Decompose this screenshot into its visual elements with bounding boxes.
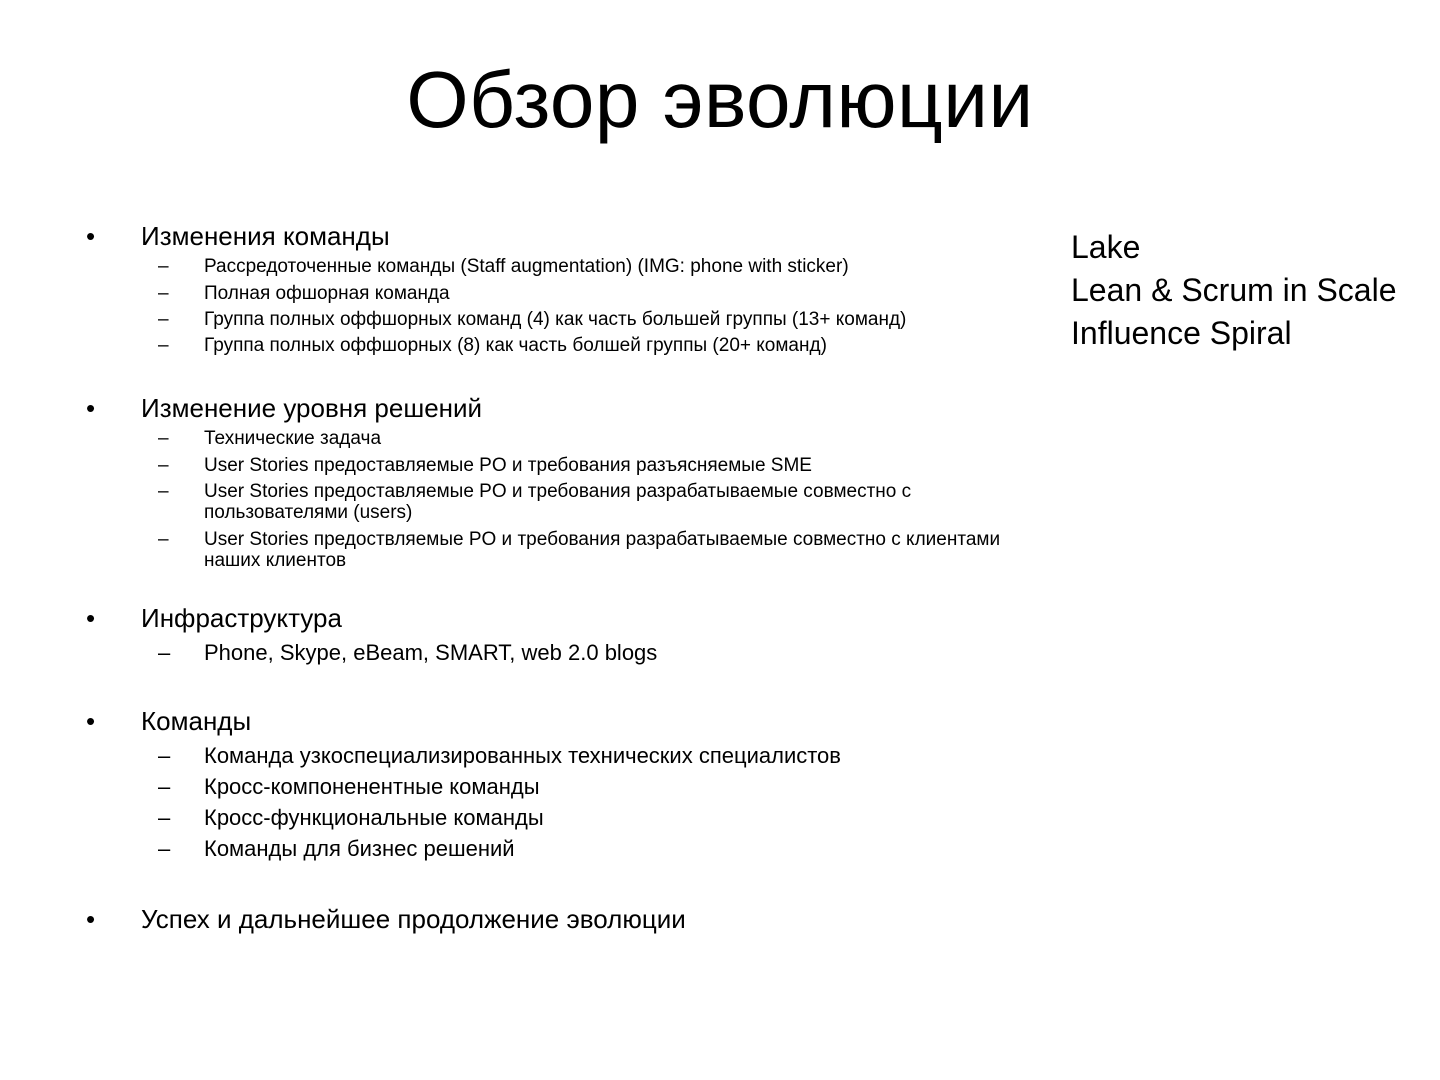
list-item-text: User Stories предоствляемые PO и требования разрабатываемые совместно с клиентами наших клиентов [204, 529, 1001, 571]
slide-title: Обзор эволюции [406, 55, 1034, 144]
dash-marker: – [158, 335, 169, 356]
list-item-text: Кросс-компоненентные команды [204, 774, 540, 799]
section-heading: Инфраструктура [141, 603, 342, 633]
bullet-marker: • [86, 393, 96, 423]
list-item-text: Технические задача [204, 428, 382, 449]
dash-marker: – [158, 455, 169, 476]
list-item-text: Группа полных оффшорных (8) как часть болшей группы (20+ команд) [204, 335, 827, 356]
bullet-marker: • [86, 221, 96, 251]
dash-marker: – [158, 309, 169, 330]
side-note-lean-scrum: Lean & Scrum in Scale [1071, 272, 1397, 308]
side-note-lake: Lake [1071, 229, 1141, 265]
section-heading: Изменения команды [141, 221, 390, 251]
dash-marker: – [158, 529, 169, 550]
list-item-text: Команды для бизнес решений [204, 836, 515, 861]
dash-marker: – [158, 481, 169, 502]
list-item-text: Рассредоточенные команды (Staff augmentation) (IMG: phone with sticker) [204, 256, 849, 277]
bullet-marker: • [86, 904, 96, 934]
dash-marker: – [158, 256, 169, 277]
bullet-marker: • [86, 603, 96, 633]
side-note-influence-spiral: Influence Spiral [1071, 315, 1292, 351]
dash-marker: – [158, 428, 169, 449]
list-item-text: Группа полных оффшорных команд (4) как часть большей группы (13+ команд) [204, 309, 907, 330]
dash-marker: – [158, 640, 171, 665]
dash-marker: – [158, 805, 171, 830]
side-notes [1071, 226, 1431, 355]
section-heading: Изменение уровня решений [141, 393, 483, 423]
dash-marker: – [158, 283, 169, 304]
dash-marker: – [158, 743, 171, 768]
list-item-text: Команда узкоспециализированных технических специалистов [204, 743, 841, 768]
list-item-text: Phone, Skype, eBeam, SMART, web 2.0 blogs [204, 640, 658, 665]
list-item-text: User Stories предоставляемые PO и требования разрабатываемые совместно с пользователями (users) [204, 481, 912, 523]
section-heading: Успех и дальнейшее продолжение эволюции [141, 904, 686, 934]
list-item-text: Полная офшорная команда [204, 283, 450, 304]
section-heading: Команды [141, 706, 252, 736]
dash-marker: – [158, 836, 171, 861]
bullet-marker: • [86, 706, 96, 736]
dash-marker: – [158, 774, 171, 799]
list-item-text: Кросс-функциональные команды [204, 805, 544, 830]
list-item-text: User Stories предоставляемые PO и требования разъясняемые SME [204, 455, 812, 476]
